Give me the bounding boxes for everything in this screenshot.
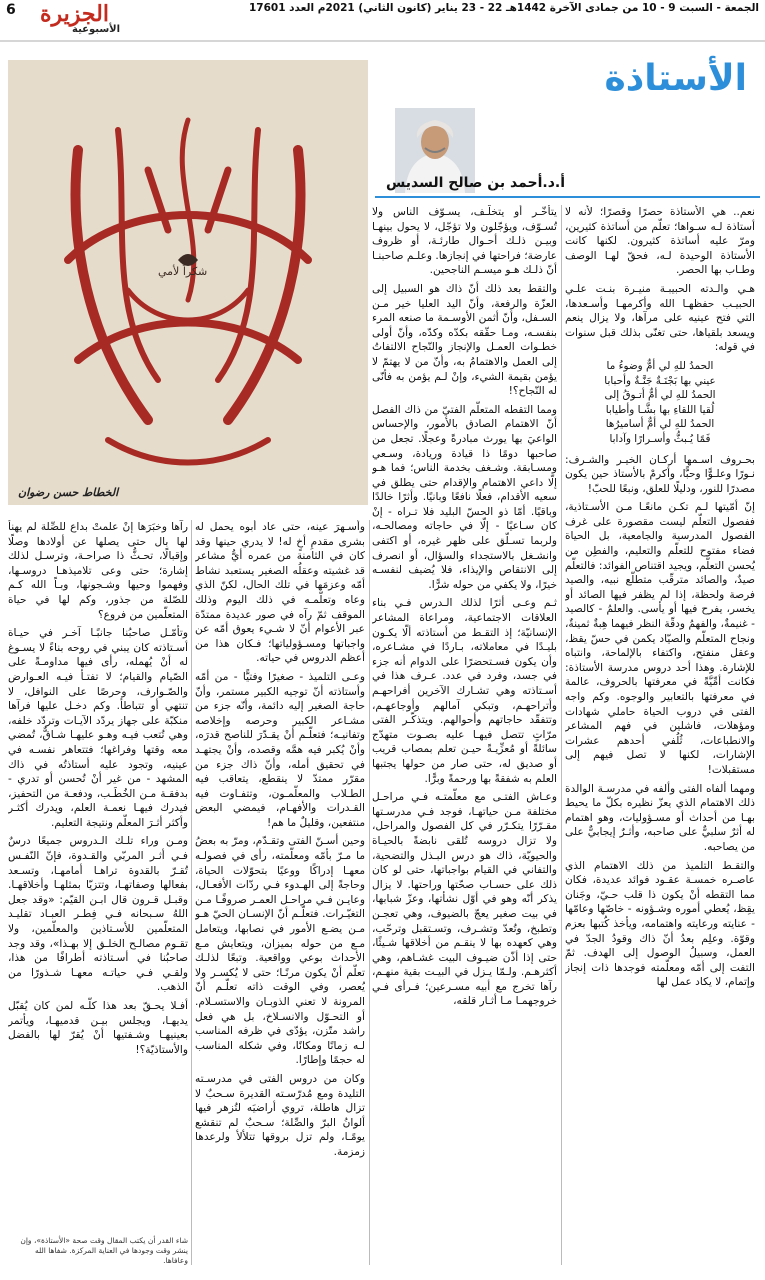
paragraph: وكان من دروس الفتى في مدرسـته التليدة ومع مُدرّسـته القديرة سـحبٌ لا تزال هاطلة، تروي أراضيَه لتُزهر فيها ألوانُ البرّ والصِّلة؛ سـحبٌ لم تنقشع يومًـا، ولم تزل بروقها تتلألأ ولرعدها زمزمة. <box>195 1072 365 1158</box>
column-divider <box>369 520 370 1265</box>
paragraph: والتقـط التلميذ من ذلك الاهتمام الذي عاصـره خمسـة عقـود فوائد عديدة، فكان مما التقطه أنْ يكون ذا قلب حـيّ، وجَنان يقِظ، يُعطي أموره وشـؤونه - خاصّها وعامّها - عنايته ورعايته واهتمامه، ويأخذ كُتبها بعزم وقوّة. وعلِم بعدُ أنّ ذاك وقودُ الجدّ في العمل، وسبيلُ الوصول إلى الهدف. ثمّ التفت إلى أمّه ومعلّمته فوجدها ذات إنجاز وإتمام، لا يكاد عمل لها <box>565 859 755 989</box>
poem-line: الحمدُ للهِ لي أمٌّ أتـوقُ إلى <box>604 389 716 402</box>
paragraph: وأسـهرَ عينه، حتى عاد أبوه يحمل له بشرى مقدمِ أخٍ له! لا يدري حينها وقد كان في الثامنة من عمره أيُّ مشاعر قد غشيته وعقلُه الصغير يستعبد نشاط أمّه وعزمَها في تلك الحال، لكنّ الذي وعاه وتعلّمـه في ذلك اليوم وذلك الموقف ثمّ رآه في صور عديدة ممتدّة عبر الأعوام أنّ لا شـيء يعوق أمّه عن واجباتها ومسـؤولياتها؛ فـكان هذا من أعظم الدروس في حياته. <box>195 521 365 665</box>
paragraph: ومما التقطه المتعلّم الفتيّ من ذاك الفصل أنّ الاهتمام الصادق بالأمور، والإحساس الواعيَ بها يورث مبادرةً وعجلًا. تجعل من صاحبها دومًا ذا قيادة وريادة، وسـعي ومسـابقة. وشـغف بخدمة الناس؛ فما هـو إلّا داعي الاهتمام والإقدام حتى يطلق في سعيه الأقدام، فعلًا نافعًا وبانيًا. وأثرًا خالدًا وباقيًا. أمّا ذو الحسّ البليد فلا تـراه - إنْ كان سـاعيًا - إلّا في حاجاته ومصالحـه، ولربما تسـلّق على ظهر غيره، أو اكتفى وانشـغل بالاستجداء والسؤال، أو انصرف إلى الانتقاص والإيذاء، فلا يُضيف لنفسـه خيرًا، ولا يكفي من حوله شرًّا. <box>372 403 557 591</box>
paragraph: وعـى التلميذ - صغيرًا وفتيًّا - من أمّه وأستاذته أنّ توجيه الكبير مستمر، وأنّ حاجة الصغير إليه دائمة، وأنّه جزء من مشـاعر الكبير وحرصه وإخلاصه وتفانيـه؛ فتعلّـم أنْ يقـدّرَ للناصح قدرَه، وأنْ يُكبر فيه همَّه وقصده، وأنْ يجتهـد في تحقيق أمله، وأنّ ذاك جزء من مقرّر ممتدّ لا ينقطع، يتعاقب فيه الطـلاب والمعلّمـون، وتتفـاوت فيه القـدرات والأفهـام، فيمضي البعض منتفعين، وقليلٌ ما هم! <box>195 670 365 829</box>
paragraph: ومـن وراء تلـك الـدروس جميعًا درسٌ فـي أثـر المربّي والقـدوة، فإنّ النّفـس تُقـرّ بالقدوة تراهـا أمامهـا، وتسـعد بفعالها وصفاتهـا، وتتزيّا بمثلهـا وأخلاقهـا. وقبـل قـرون قال ابـن القيّم: «وقد جعل اللهُ سـبحانه فـي فِطـر العبـاد تقليـد المتعلّمين للأسـتاذين والمعلّمين، ولا تقـوم مصالـح الخلـق إلا بهـذا»، وقد وجد صاحبُنا في أسـتاذته أطرافًا من هذا، ولقـي فـي حياتـه معهـا شـذورًا من الذهب. <box>8 835 188 994</box>
paragraph: بحـروف اسـمها أركـان الخيـر والشـرف: نـورًا وعلـوًّا وحبًّا، وأكرمْ بالأستاذ حين يكون مصدرًا للنور، ودليلًا للعلق، ونبعًا للحبّ! <box>565 453 755 495</box>
newspaper-logo-subtitle: الأسبوعية <box>72 24 121 35</box>
page-number: 6 <box>6 2 16 18</box>
poem-line: الحمدُ للهِ لي أمٌّ وضوءُ ما <box>606 359 714 372</box>
poem-line: لُقيا اللقاءِ بها بشَّـا وأطيابا <box>605 403 715 416</box>
article-column-2 <box>372 205 557 1265</box>
newspaper-logo: الجزيرة <box>40 1 109 27</box>
paragraph: هـي والـدته الحبيبـة منيـرة بنـت علـي الحبيـب حفظهـا الله وأكرمهـا وأسـعدها، التي فتح عينيه على مرآها، ولا يزال ينعم ويسعد بلقياها، حتى تغنّى بذلك قبل سنوات في قوله: <box>565 282 755 354</box>
article-column-3 <box>195 520 365 1265</box>
poem-line: فَمًا يُـبثُّ وأسـرارًا وآدابا <box>609 432 711 445</box>
paragraph: ومهما ألفاه الفتى وألفه في مدرسـة الوالدة ذلك الاهتمام الذي يعزّ نظيره بكلّ ما يحيط بهـا من أحداث أو مسـؤوليات، وهو اهتمام له أثرٌ سلبيٌّ على صاحبه، وأثـرٌ إيجابيٌّ على من يصاحبه. <box>565 782 755 853</box>
column-divider <box>191 520 192 1265</box>
paragraph: والتقط بعد ذلك أنّ ذاك هو السبيل إلى العزّة والرفعة، وأنّ اليد العليا خير مـن السـفل، وأنّ أثمن الأوسـمة ما صنعه المرء بنفسـه، ومـا حقّقه بكدّه وكدّه، وأنّ أولى خطـوات العمـل والإنجاز والنّجاح الالتفاتُ إلى العمل والاهتمامُ به، وأنّ من لا يهتمّ لا يؤمن بقيمة الشيء، وإنْ لـم يؤمن به فأنّى له النّجاح؟! <box>372 282 557 398</box>
paragraph: نعم.. هي الأستاذة حصرًا وقصرًا؛ لأنه لا أستاذة لـه سـواها؛ تعلّم من أساتذة كثيرين، ومرّ عليه أساتذة كثيرون. لكنها كانت الأستاذة الوحيدة لـه، فحقّ لهـا الوصف وطـاب بها الحصر. <box>565 206 755 277</box>
article-footnote: شاء القدر أن يكتب المقال وقت صحة «الأستاذة»، وإن ينشر وقت وجودها في العناية المركزة. شفاها الله وعافاها. <box>20 1236 188 1265</box>
issue-dateline: الجمعة - السبت 9 - 10 من جمادى الآخرة 1442هـ 22 - 23 يناير (كانون الثاني) 2021م العدد 17601 <box>248 2 759 14</box>
article-column-4 <box>8 520 188 1230</box>
paragraph: أفـلا يحـقّ بعد هذا كلّـه لمن كان يُقبّل يديهـا، ويجلس بيـن قدميهـا، ويأتمر بعينيهـا وشـفتيها أنْ يُقرّ لها بالفضل والأستاذيّة؟! <box>8 1000 188 1056</box>
author-name: أ.د.أحمد بن صالح السديس <box>385 175 565 191</box>
calligraphy-artwork <box>8 60 368 505</box>
paragraph: يتأخّـر أو يتخلّـف، يسـوّف الناس ولا تُسـوّف، ويؤجّلون ولا تؤجّل، لا يحول بينهـا وبيـن ذلـك أحـوال طارئـة، أو ظروف عارضة؛ فراحتها في إنجازها. وعلـم صاحبنـا أنّ ذلـك هـو ميسـم الناجحين. <box>372 206 557 277</box>
calligraphy-inscription: شكراً لأمي <box>158 265 208 278</box>
article-title: الأستاذة <box>604 58 747 99</box>
paragraph: إنّ أمّيتها لـم تكـن مانعًـا مـن الأسـتاذية، ففصول التعلّم ليست مقصورة على غرف الفصول المدرسية والجامعية، بل الحياة فضاء مفتوح للتعلّم والتعليم، والفطِن من يُحسن التعلّم، ويجيد اقتناص الفوائد: فالتعلّم صيدٌ، والصائد مترقّب متطلّع نبيه، والصيد فرصة ولحظة، إذا لم يظفر فيها الصائد أو يخسر، يفرح فيها أو يأسى. والعلمُ - كالصيد - غنيمةٌ، والفهمُ ودقّة النظر فيهما هِبةٌ ثمينةٌ، ونجاح المتعلّم والصيّاد يكمن في حسّ يقظ، وعقل منفتح، واكتفاء بالإلماحة، وانتباه للإشارة. وهذا أحد دروس مدرسة الأستاذة: فكانت أمِّيَّةً في معرفتها بالحروف، عالمة في معرفتها بالتعابير والوجوه. وكم واجه الفتى في دروب الحياة حاملي شهادات ومؤهلات، فاشلين في فهم المشاعر والانطباعات، ثُلُفي أحدهم عشرات الإشارات، لكنها لا تصل فيهم إلى مستقبلات! <box>565 501 755 776</box>
poem-line: عيني بها بَجْنَـةٌ جَنَّـةٌ وأحبابا <box>604 374 716 387</box>
paragraph: وحين أسـنّ الفتى وتقـدّم، ومرّ به بعضُ ما مـرّ بأمّه ومعلّمته، رأى في فصولـه معهـا إدراكًا ووعيًا بتحوّلات الحياة، وحاجةً إلى الهـدوء فـي ردّات الأفعـال، وعايـن فـي مراحـل العمـر صروفًـا مـن التغيّـرات. فتعلّـم أنّ الإنسـان الحيّ هـو مـن يضـع الأمور في نصابها، ويتعامل مـع من حوله بميزان، ويتعايش مـع الأحداث بوعي وواقعية. وتبعًا لذلـك تعلّم أنْ يكون مرنًـا؛ حتى لا يُكسـر ولا يُعصر، وفي الوقت ذاته تعلّـم أنّ المرونة لا تعني الذوبـان والاستسـلام. أو التحـوّل والانسـلاخ، بل هي فعل راشد متّزن، يؤدّى في ظرفه المناسب لـه زمانًا ومكانًا، وفي شكله المناسب له حجمًا وإطارًا. <box>195 835 365 1067</box>
calligraphy-drawing <box>8 60 368 505</box>
article-column-1 <box>565 205 755 1265</box>
column-divider <box>561 205 562 1265</box>
paragraph: وتأمّـل صاحبُنا جانبًـا آخـر في حيـاة أسـتاذته كان يبني في روحه بناءً لا يسـوغ له أنْ يُهمله، رأى فيها مداومـةً على الصّيام والقيام؛ لا تفتـأ فيـه العـوارض والصّـوارف، وحرصًا على النوافل، لا تنتهي أو تتباطأ. وكم دخـل عليها فرآها منكبّة على جهاز يردّد الآيـات وتردّد خلفه، وهي تُتعب فيـه وهـو عليهـا شـاقٌّ، تُمضي معه وقتها وفراغها؛ فتتعاهر نفسـه في عينيه، وتجود عليه أستاذتُه في ذاك المشهد - من غير أنْ تُحسن أو تدري - بدفقـة مـن الخُطَـب، ودفعـة من التحفيز، فيدرك فيهـا نعمـة العلم، ويدرك أكثـر وأكثر أثـرَ المعلّم ونتيجة التعليم. <box>8 627 188 829</box>
paragraph: وعـاش الفتـى مع معلّمتـه فـي مراحـل مختلفة مـن حياتهـا، فوجد فـي مدرسـتها مقـرّرًا يتكـرّر في كل الفصول والمراحل، ولا تزال دروسه تُلقى نابضةً بالحيـاة والحيويّة، ذاك هو درس البـذل والتضحية، والتفاني في القيام بواجباتها، حتى لو كان ذلك على حسـاب صحّتها وراحتها. لا يزال يذكر أنّه وهو في أوّل نشأتها، وعزّ شبابها، في بيت صغير يعجّ بالضيوف، وهي تعجـن وتطبخ، وتُعدّ وتشـرف، وتسـتقبل وترحّب، وهي كعهده بها لا ينقـم من أخلاقها شـيئًا، حتى إذا أذّن ضيـوف البيت غشـاهم، وهي أكثرهـم. ولـمّا يـزل في البيـت بقية منهـم، رآها تخرج مع أبيه مسـرعين؛ فـرأى فـي خروجهمـا مـا أثـار قلقه، <box>372 791 557 1008</box>
title-divider <box>375 196 760 198</box>
paragraph: ثـم وعـى أثرًا لذلك الـدرس فـي بناء العلاقات الاجتماعية، ومراعاة المشاعر الإنسانيّة؛ إذ التقـط من أستاذته ألّا يكـون بليـدًا في معاملاته، بـاردًا في مشـاعره، وأن يكون فسـتحضرًا على الدوام أنه جزء في جسد، وفرد في عدد. عـرف هذا في أسـتاذته وهي تشـارك الآخرين أفراحهـم وأتراحهـم، وتبكي آمالهم وأوجاعهـم، وتتفقّد حاجاتهم وأحوالهم. ويتذكّـر الفتى مرّاتٍ تتصل فيهـا عليه بصـوت متهدّج سائلةً أو مُعزِّيـةً حيـن تعلم بمصاب قريب أو صديق له، حتى صار من حولها يجتبها العلم به شفقةً بها ورحمةً وبرًّا. <box>372 597 557 785</box>
artwork-credit: الخطاط حسن رضوان <box>18 486 119 499</box>
poem-line: الحمدُ للهِ لي أمٌّ أساميرُها <box>605 418 715 431</box>
paragraph: رآها وخبَرَها إنْ علمتْ بداع للصِّلة لم يهنأ لها بال حتى يصلها عن أولادها وصلًا وإقبالًا، تحـثُّ ذا صراحـة، وترسـل لذلك إشارة؛ حتى وعى تلاميذهـا دروسـها، وفهموا وحيها وشـجونها، وبـاً الله كـم للصّلة من جذور، وكم لها في حياة المتعلّمين من فروع؟ <box>8 521 188 621</box>
poem <box>565 359 755 447</box>
page-header <box>0 0 765 42</box>
